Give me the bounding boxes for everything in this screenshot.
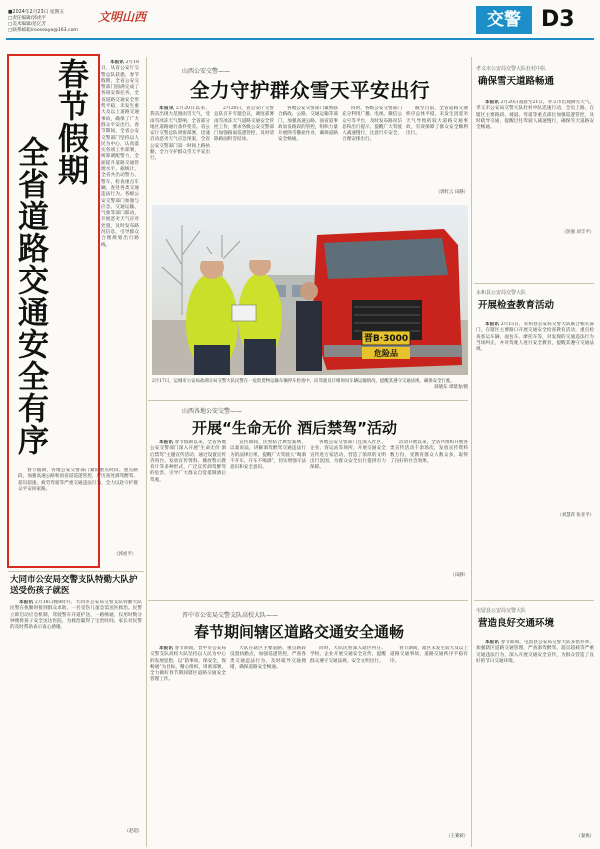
- mid-text-1: 春节假期以来，全省各地公安交警部门深入开展“生命无价 酒后禁驾”主题宣传活动，通过设置宣传咨询台、发放宣传资料、播放警示教育片等多种形式，广泛宣传酒驾醉驾的危害，引导广大群众自觉抵制酒后驾驶。: [150, 440, 226, 483]
- mid-text-3: 各地公安交警部门还深入社区、企业、客运站等场所，开展交通安全宣传进万家活动，营造了浓厚的文明出行氛围，为群众安全出行提供有力保障。: [310, 440, 386, 471]
- hazard-placard: 危险品: [374, 349, 398, 358]
- news-photo: [152, 205, 468, 375]
- right-text-1: 2月20日凌晨至21日，孝义市出现降雪天气，孝义市公安局交警大队杜村中队迅速行动，全员上路，在辖区主要路段、坡道、弯道等重点部位加强巡逻管控，及时疏导交通，提醒过往驾驶人减速慢行，确保雪天道路安全畅通。: [476, 100, 594, 131]
- feature-title: [12, 58, 94, 498]
- mid-subhead: 山西各地公安交警——: [182, 408, 243, 415]
- designer-credit: □美术编辑/范亿芳: [8, 22, 47, 27]
- page-number: D3: [541, 7, 575, 32]
- feature-credit: （郭虎平）: [114, 552, 136, 557]
- mid-text-2: 宣传期间，民警结合典型案例，以案说法，讲解酒驾醉驾交通违法行为的法律后果，提醒广大驾驶人“喝酒不开车，开车不喝酒”，切实增强守法意识和安全意识。: [230, 440, 306, 471]
- bottom-title: 春节期间辖区道路交通安全通畅: [194, 623, 405, 641]
- right-text-3: 春节期间，屯留县公安局交警大队多措并举，加强辖区道路交通管理，严查酒驾醉驾、超员超载等严重交通违法行为，深入开展交通安全宣传，为群众营造了良好的节日交通环境。: [476, 640, 594, 664]
- byline: 本报讯: [159, 440, 174, 445]
- bottom-col-1: [150, 646, 226, 842]
- right-credit-2: （刘慧萍 张亚平）: [557, 513, 594, 518]
- mid-title: 开展“生命无价 酒后禁驾”活动: [192, 419, 397, 437]
- divider: [474, 283, 594, 284]
- top-col-3: [278, 106, 338, 202]
- top-col-1: [150, 106, 210, 202]
- license-plate: 晋B·3000: [363, 334, 409, 344]
- right-credit-3: （秦燕）: [576, 834, 594, 839]
- column-logo: 文明山西: [98, 10, 147, 24]
- byline: 本报讯: [485, 100, 499, 105]
- editor-credit: □责任编辑/郭虎平: [8, 16, 47, 21]
- section-badge: [476, 6, 532, 34]
- byline: 本报讯: [485, 640, 500, 645]
- top-col-5: [406, 106, 468, 188]
- feature-body: [101, 60, 139, 465]
- mid-text-4: 活动开展以来，全省共组织开展各类宣传活动千余场次，发放宣传资料数万份，受教育群众人数众多，取得了良好的社会效果。: [390, 440, 468, 464]
- divider: [148, 400, 468, 401]
- byline: 本报讯: [159, 106, 174, 111]
- bottom-left-credit: （赵超）: [124, 829, 142, 834]
- right-title-3: 营造良好交通环境: [478, 618, 555, 629]
- top-credit: （郭红云 田静）: [435, 190, 468, 195]
- bottom-credit: （王赛莉）: [446, 834, 468, 839]
- right-title-1: 确保雪天道路畅通: [478, 76, 555, 87]
- mid-credit: （田静）: [450, 573, 468, 578]
- bottom-subhead: 晋中市公安局交警支队高校大队——: [182, 612, 279, 619]
- bottom-col-2: [230, 646, 306, 842]
- mid-col-1: [150, 440, 226, 580]
- right-subhead-1: 孝义市公安局交警大队杜村中队: [476, 66, 547, 72]
- photo-illustration: [152, 205, 468, 375]
- divider: [146, 57, 147, 847]
- bottom-left-title: 大同市公安局交警支队特勤大队护送受伤孩子就医: [10, 575, 138, 596]
- bottom-col-3: [310, 646, 386, 842]
- right-body-3: [476, 640, 594, 830]
- right-subhead-3: 屯留县公安局交警大队: [476, 608, 527, 614]
- top-col-2: [214, 106, 274, 202]
- bottom-text-3: 同时，大队民警深入辖区村庄、学校、企业开展交通安全宣传，提醒群众遵守交通法规，安全文明出行。: [310, 646, 386, 664]
- right-body-1: [476, 100, 594, 228]
- divider: [474, 600, 594, 601]
- bottom-text-4: 春节期间，辖区未发生较大及以上道路交通事故，道路交通秩序平稳有序。: [390, 646, 468, 664]
- right-text-2: 2月15日，永和县公安局交警大队联合相关部门，在辖区主要路口开展交通安全检查教育活动，重点检查客运车辆、面包车、摩托车等，对发现的交通违法行为当场纠正，并对驾驶人进行安全教育，提醒其遵守交通法规。: [476, 322, 594, 353]
- section-label: 交警: [487, 10, 521, 30]
- caption-text: 2月17日，运城市公安局盐湖分局交警大队民警在一危险货物运输车辆停车检查中，向驾驶员仔细询问车辆运输情况，提醒其遵守交通法规，确保安全行驶。: [152, 379, 455, 384]
- top-text-4: 同时，各级公安交警部门充分利用广播、电视、微信公众号等平台，及时发布路况信息和出行提示，提醒广大驾驶人减速慢行，注意行车安全，合理安排出行。: [342, 106, 402, 143]
- feature-title-line1: 春节假期: [52, 58, 88, 186]
- byline: 本报讯: [19, 600, 34, 605]
- feature-text-2: 春节假期，各地公安交警部门紧盯重点时段、重点路段，加强高速公路和国省道巡逻管控，严厉查处酒驾醉驾、超员超速、疲劳驾驶等严重交通违法行为，全力以赴守护群众平安回家路。: [18, 468, 138, 492]
- right-title-2: 开展检查教育活动: [478, 300, 555, 311]
- right-credit-1: （彭强 刘丰平）: [561, 230, 594, 235]
- bottom-left-body: [10, 600, 142, 825]
- photo-credit: 薛晓东 谭建春/摄: [434, 385, 468, 390]
- right-body-2: [476, 322, 594, 510]
- top-subhead: 山西公安交警——: [182, 68, 231, 75]
- divider: [471, 57, 472, 847]
- mid-col-2: [230, 440, 306, 580]
- contact-email: □联系邮箱/rooseaya@163.com: [8, 28, 78, 33]
- bottom-col-4: [390, 646, 468, 832]
- top-text-5: 截至目前，全省道路交通秩序总体平稳，未发生因恶劣天气导致的较大道路交通事故，有效保障了群众安全顺利出行。: [406, 106, 468, 137]
- top-title: 全力守护群众雪天平安出行: [190, 79, 431, 102]
- bottom-text-1: 春节期间，晋中市公安局交警支队高校大队坚持以人民为中心的发展思想，以“防事故、保安全、保畅通”为目标，精心组织，周密部署，全力做好春节期间辖区道路交通安全管理工作。: [150, 646, 226, 683]
- top-col-4: [342, 106, 402, 202]
- top-text-3: 各地公安交警部门紧密联合路政、公路、交通运输等部门，加强高速公路、国省道事故易发路段的管控，组织力量开展除雪撒盐作业，确保道路安全畅通。: [278, 106, 338, 143]
- divider: [148, 600, 468, 601]
- byline: 本报讯: [110, 60, 124, 65]
- feature-text: 2月18日，从省公安厅交警总队获悉，春节假期，全省公安交警部门圆满完成了各项安保任务，全省道路交通安全形势平稳，未发生重大及以上道路交通事故，确保了广大群众平安出行。春节期间，全省公安交警部门坚持以人民为中心，认真落实各项工作部署，统筹调配警力，全面提升道路交通管理水平。据统计，全省共出动警力、警车，检查重点车辆，查处各类交通违法行为。各级公安交警部门加强与应急、交通运输、气象等部门联动，开展恶劣天气应对处置，及时发布路况信息，引导群众合理规划出行路线。: [101, 60, 139, 248]
- mid-col-4: [390, 440, 468, 570]
- top-text-1: 2月20日以来，我省出现大范围雨雪天气，受雨雪冰冻天气影响，全省部分地区道路通行条件变差。省公安厅交警总队周密部署，迅速启动恶劣天气应急预案，全省公安交警部门第一时间上路执勤，全力守护群众雪天平安出行。: [150, 106, 210, 162]
- bottom-left-text: 2月18日晚8时许，大同市公安局交警支队特勤大队民警在执勤时接到群众求助，一名受伤儿童急需送医救治。民警立即启动应急机制，驾驶警车开道护送，一路畅通，仅用时数分钟便将孩子安全送达医院，为救治赢得了宝贵时间。家长对民警的及时帮助表示衷心感谢。: [10, 600, 142, 631]
- right-subhead-2: 永和县公安局交警大队: [476, 290, 527, 296]
- feature-title-line2: 全省道路交通安全有序: [12, 136, 48, 456]
- header-rule: [6, 38, 594, 40]
- top-text-2: 2月20日，省公安厅交警总队召开专题会议，调度部署雨雪冰冻天气道路交通安全管控工作，要求各级公安交警部门加强路面巡逻管控，及时清除路面积雪结冰。: [214, 106, 274, 143]
- byline: 本报讯: [159, 646, 174, 651]
- bottom-text-2: 大队在辖区主要道路、重点路段设置执勤点，加强巡逻管控，严查各类交通违法行为，及时疏导交通拥堵，确保道路安全畅通。: [230, 646, 306, 670]
- byline: 本报讯: [485, 322, 500, 327]
- divider: [8, 571, 144, 572]
- mid-col-3: [310, 440, 386, 580]
- photo-caption: [152, 379, 468, 391]
- issue-date: ■2024年2月23日 星期五: [8, 10, 65, 15]
- feature-body-cont: [18, 468, 138, 550]
